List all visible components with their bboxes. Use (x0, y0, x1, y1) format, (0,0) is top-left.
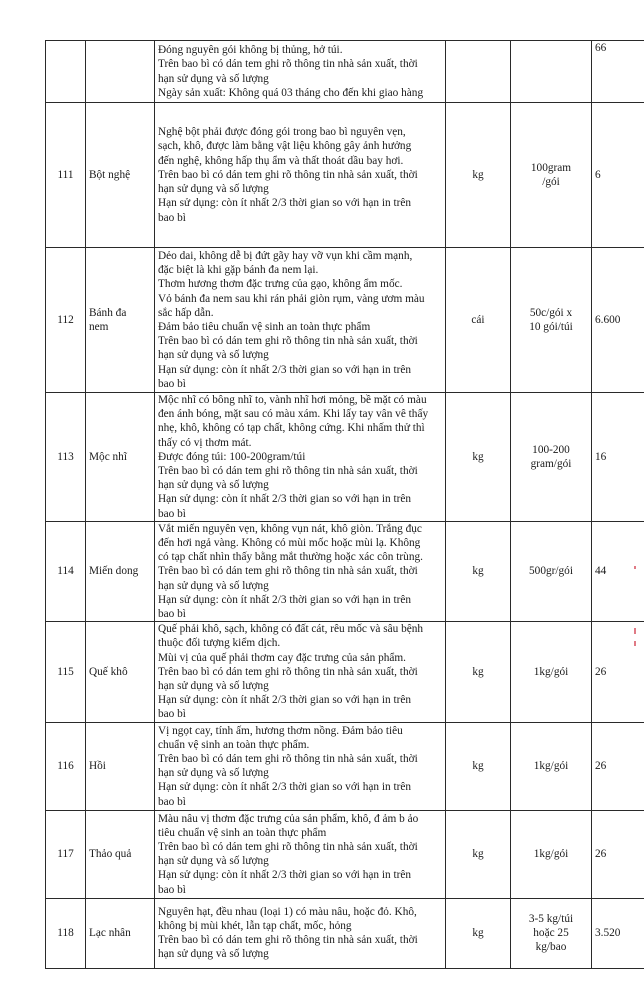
item-name: Hồi (89, 760, 106, 773)
item-number-cell (46, 248, 86, 393)
item-name: nem (89, 321, 109, 333)
description-line: hạn sử dụng và số lượng (158, 349, 269, 362)
description-line: hạn sử dụng và số lượng (158, 767, 269, 780)
unit-cell (446, 103, 511, 248)
item-name-cell (86, 521, 155, 621)
table-row (46, 248, 644, 393)
item-description-cell (155, 41, 446, 103)
item-name-cell (86, 248, 155, 393)
description-line: chuẩn vệ sinh an toàn thực phẩm. (158, 738, 310, 751)
specification-table (45, 40, 644, 969)
description-line: Dẻo dai, không dễ bị đứt gãy hay vỡ vụn khi cầm mạnh, (158, 249, 413, 262)
description-line: hạn sử dụng và số lượng (158, 183, 269, 196)
unit-cell (446, 622, 511, 722)
description-line: Trên bao bì có dán tem ghi rõ thông tin nhà sản xuất, thời (158, 565, 418, 578)
unit-cell (446, 521, 511, 621)
packaging-cell (511, 103, 592, 248)
description-line: sạch, khô, được làm bằng vật liệu không gây ảnh hưởng (158, 140, 412, 153)
item-number: 115 (57, 665, 74, 678)
quantity: 3.520 (595, 927, 621, 940)
quantity-cell (592, 722, 644, 810)
item-description-cell (155, 722, 446, 810)
item-description-cell (155, 103, 446, 248)
description-line: hạn sử dụng và số lượng (158, 579, 269, 592)
description-line: Hạn sử dụng: còn ít nhất 2/3 thời gian so với hạn in trên (158, 869, 412, 882)
unit: kg (472, 665, 484, 678)
item-name: Bột nghệ (89, 168, 131, 181)
description-line: Hạn sử dụng: còn ít nhất 2/3 thời gian so với hạn in trên (158, 493, 412, 506)
table-row (46, 103, 644, 248)
margin-mark (634, 641, 636, 646)
item-name-cell (86, 722, 155, 810)
item-name: Thảo quả (89, 848, 132, 861)
quantity: 6.600 (595, 313, 621, 326)
packaging-cell (511, 521, 592, 621)
description-line: hạn sử dụng và số lượng (158, 855, 269, 868)
item-name-cell (86, 810, 155, 898)
unit: kg (472, 168, 484, 181)
packaging-cell (511, 248, 592, 393)
quantity-cell (592, 622, 644, 722)
margin-mark (634, 628, 636, 634)
item-description-cell (155, 521, 446, 621)
description-line: đến hơi ngả vàng. Không có mùi mốc hoặc mùi lạ. Không (158, 537, 421, 550)
description-line: Trên bao bì có dán tem ghi rõ thông tin nhà sản xuất, thời (158, 665, 418, 678)
description-line: hạn sử dụng và số lượng (158, 479, 269, 492)
table-row (46, 521, 644, 621)
packaging-spec: 3-5 kg/túi (528, 912, 574, 925)
packaging-spec: 10 gói/túi (529, 321, 573, 333)
description-line: đen ánh bóng, mặt sau có màu xám. Khi lấy tay vân vê thấy (158, 408, 429, 421)
item-name: Mộc nhĩ (89, 450, 127, 463)
packaging-spec: kg/bao (535, 941, 567, 954)
description-line: Vắt miến nguyên vẹn, không vụn nát, khô giòn. Trắng đục (158, 522, 422, 535)
description-line: sắc hấp dẫn. (158, 306, 214, 319)
item-name-cell (86, 393, 155, 522)
description-line: bao bì (158, 608, 186, 621)
quantity: 6 (595, 168, 601, 181)
item-number: 114 (57, 565, 74, 578)
description-line: Hạn sử dụng: còn ít nhất 2/3 thời gian so với hạn in trên (158, 593, 412, 606)
packaging-spec: 100-200 (532, 443, 570, 456)
description-line: bao bì (158, 211, 186, 224)
item-description-cell (155, 622, 446, 722)
description-line: Đóng nguyên gói không bị thủng, hở túi. (158, 44, 343, 57)
item-name: Lạc nhân (89, 927, 131, 940)
table-row (46, 722, 644, 810)
packaging-spec: 1kg/gói (533, 848, 569, 861)
item-number-cell (46, 103, 86, 248)
description-line: hạn sử dụng và số lượng (158, 72, 269, 85)
packaging-cell (511, 622, 592, 722)
unit-cell (446, 898, 511, 968)
table-row (46, 898, 644, 968)
table-row (46, 41, 644, 103)
packaging-cell (511, 41, 592, 103)
description-line: Nghệ bột phải được đóng gói trong bao bì nguyên vẹn, (158, 126, 406, 139)
description-line: Trên bao bì có dán tem ghi rõ thông tin nhà sản xuất, thời (158, 168, 418, 181)
description-line: Hạn sử dụng: còn ít nhất 2/3 thời gian so với hạn in trên (158, 694, 412, 707)
quantity: 44 (595, 565, 607, 578)
quantity-cell (592, 393, 644, 522)
item-number: 116 (57, 760, 74, 773)
description-line: hạn sử dụng và số lượng (158, 680, 269, 693)
description-line: Được đóng túi: 100-200gram/túi (158, 450, 306, 463)
item-description-cell (155, 393, 446, 522)
table-row (46, 393, 644, 522)
item-number-cell (46, 622, 86, 722)
packaging-spec: 500gr/gói (529, 565, 573, 578)
unit-cell (446, 248, 511, 393)
table-row (46, 622, 644, 722)
quantity-cell (592, 898, 644, 968)
item-name-cell (86, 41, 155, 103)
description-line: Vị ngọt cay, tính ấm, hương thơm nồng. Đảm bảo tiêu (158, 724, 403, 737)
item-description-cell (155, 810, 446, 898)
description-line: bao bì (158, 708, 186, 721)
description-line: Trên bao bì có dán tem ghi rõ thông tin nhà sản xuất, thời (158, 335, 418, 348)
item-name-cell (86, 622, 155, 722)
unit: kg (472, 565, 484, 578)
description-line: Thơm hương thơm đặc trưng của gạo, không ẩm mốc. (158, 278, 403, 291)
description-line: Quế phải khô, sạch, không có đất cát, rêu mốc và sâu bệnh (158, 623, 424, 636)
item-name-cell (86, 898, 155, 968)
unit: kg (472, 927, 484, 940)
packaging-cell (511, 722, 592, 810)
description-line: đến nghệ, không hấp thụ ẩm và thất thoát dầu bay hơi. (158, 154, 404, 167)
packaging-spec: 1kg/gói (533, 760, 569, 773)
description-line: đặc biệt là khi gặp bánh đa nem lại. (158, 264, 319, 277)
item-name: Bánh đa (89, 306, 127, 319)
description-line: Trên bao bì có dán tem ghi rõ thông tin nhà sản xuất, thời (158, 58, 418, 71)
item-number-cell (46, 41, 86, 103)
item-number-cell (46, 810, 86, 898)
description-line: Vỏ bánh đa nem sau khi rán phải giòn rụm, vàng ươm màu (158, 292, 425, 305)
item-number: 111 (57, 168, 74, 181)
item-number-cell (46, 521, 86, 621)
description-line: có tạp chất nhìn thấy bằng mắt thường hoặc xác côn trùng. (158, 551, 423, 564)
description-line: nhẹ, khô, không có tạp chất, không cứng. Khi nhấm thử thì (158, 422, 425, 435)
description-line: bao bì (158, 795, 186, 808)
packaging-spec: gram/gói (530, 457, 572, 470)
unit-cell (446, 810, 511, 898)
item-number-cell (46, 898, 86, 968)
description-line: bao bì (158, 377, 186, 390)
quantity: 66 (595, 42, 607, 54)
quantity: 16 (595, 450, 607, 463)
description-line: Trên bao bì có dán tem ghi rõ thông tin nhà sản xuất, thời (158, 934, 418, 947)
item-description-cell (155, 898, 446, 968)
description-line: Hạn sử dụng: còn ít nhất 2/3 thời gian so với hạn in trên (158, 363, 412, 376)
description-line: Mùi vị của quế phải thơm cay đặc trưng của sản phẩm. (158, 651, 407, 664)
packaging-cell (511, 810, 592, 898)
item-number-cell (46, 393, 86, 522)
packaging-spec: 100gram (530, 161, 572, 174)
description-line: Hạn sử dụng: còn ít nhất 2/3 thời gian so với hạn in trên (158, 781, 412, 794)
item-number: 117 (57, 848, 74, 861)
description-line: Đảm bảo tiêu chuẩn vệ sinh an toàn thực phẩm (158, 321, 371, 333)
quantity: 26 (595, 760, 607, 773)
item-name-cell (86, 103, 155, 248)
packaging-spec: 1kg/gói (533, 665, 569, 678)
quantity: 26 (595, 848, 607, 861)
table-row (46, 810, 644, 898)
description-line: hạn sử dụng và số lượng (158, 948, 269, 961)
description-line: Trên bao bì có dán tem ghi rõ thông tin nhà sản xuất, thời (158, 840, 418, 853)
unit-cell (446, 393, 511, 522)
packaging-spec: 50c/gói x (529, 306, 573, 319)
description-line: bao bì (158, 883, 186, 896)
margin-mark (634, 566, 636, 569)
quantity-cell (592, 521, 644, 621)
quantity-cell (592, 103, 644, 248)
item-number: 112 (57, 313, 74, 326)
description-line: Nguyên hạt, đều nhau (loại 1) có màu nâu, hoặc đỏ. Khô, (158, 905, 417, 918)
description-line: thấy có vị thơm mát. (158, 436, 252, 449)
item-number: 118 (57, 927, 74, 940)
description-line: tiêu chuẩn vệ sinh an toàn thực phẩm (158, 826, 327, 839)
description-line: không bị mùi khét, lẫn tạp chất, mốc, hỏng (158, 919, 352, 932)
unit-cell (446, 722, 511, 810)
description-line: Hạn sử dụng: còn ít nhất 2/3 thời gian so với hạn in trên (158, 197, 412, 210)
quantity-cell (592, 810, 644, 898)
packaging-cell (511, 898, 592, 968)
description-line: bao bì (158, 507, 186, 520)
quantity: 26 (595, 665, 607, 678)
packaging-spec: /gói (542, 176, 560, 188)
item-description-cell (155, 248, 446, 393)
unit-cell (446, 41, 511, 103)
description-line: Ngày sản xuất: Không quá 03 tháng cho đến khi giao hàng (158, 86, 424, 99)
table-body (46, 41, 644, 969)
item-number-cell (46, 722, 86, 810)
unit: kg (472, 848, 484, 861)
description-line: Màu nâu vị thơm đặc trưng của sản phẩm, khô, đ ảm b ảo (158, 812, 419, 825)
packaging-spec: hoặc 25 (533, 927, 569, 940)
description-line: Mộc nhĩ có bông nhĩ to, vành nhĩ hơi mỏng, bề mặt có màu (158, 394, 427, 406)
description-line: Trên bao bì có dán tem ghi rõ thông tin nhà sản xuất, thời (158, 465, 418, 478)
item-name: Quế khô (89, 665, 128, 678)
unit: kg (472, 760, 484, 773)
unit: cái (471, 313, 485, 326)
item-number: 113 (57, 450, 74, 463)
packaging-cell (511, 393, 592, 522)
quantity-cell (592, 41, 644, 103)
unit: kg (472, 450, 484, 463)
quantity-cell (592, 248, 644, 393)
description-line: Trên bao bì có dán tem ghi rõ thông tin nhà sản xuất, thời (158, 752, 418, 765)
description-line: thuộc đối tượng kiểm dịch. (158, 637, 281, 650)
item-name: Miến dong (89, 565, 139, 578)
